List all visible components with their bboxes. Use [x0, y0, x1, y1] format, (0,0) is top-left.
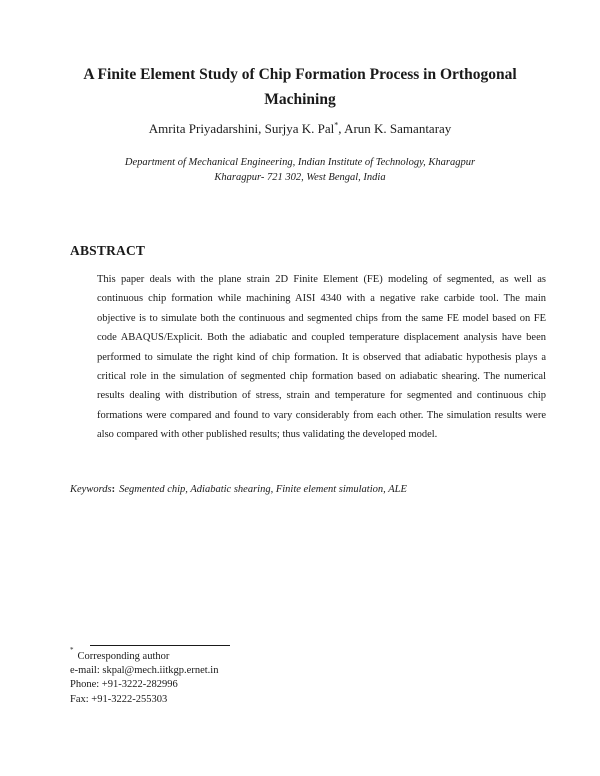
keywords-colon: : [111, 484, 116, 495]
corresponding-author-mark: * [334, 120, 339, 130]
keywords-line [70, 482, 550, 497]
affiliation [60, 155, 540, 185]
footnote-divider [90, 645, 230, 646]
author-1: Amrita Priyadarshini, [148, 121, 262, 136]
keywords-label: Keywords [70, 484, 112, 495]
author-list [60, 120, 540, 138]
affiliation-line-2: Kharagpur- 721 302, West Bengal, India [214, 172, 386, 183]
title-line-2: Machining [264, 91, 336, 108]
footnote-mark: * [70, 646, 74, 654]
author-3: , Arun K. Samantaray [338, 121, 452, 136]
footnote-email: e-mail: skpal@mech.iitkgp.ernet.in [70, 665, 219, 677]
affiliation-line-1: Department of Mechanical Engineering, Indian Institute of Technology, Kharagpur [124, 157, 476, 168]
footnote-corresponding [70, 646, 370, 664]
footnote-fax: Fax: +91-3222-255303 [70, 693, 168, 705]
footnote-corresponding-text: Corresponding author [77, 651, 170, 662]
paper-title [60, 62, 540, 112]
abstract-heading: ABSTRACT [70, 243, 146, 258]
author-2: Surjya K. Pal [264, 121, 335, 136]
footnote-block [70, 646, 370, 707]
footnote-phone: Phone: +91-3222-282996 [70, 679, 178, 691]
abstract-body: This paper deals with the plane strain 2D Finite Element (FE) modeling of segmented, as well as continuous chip formation while machining AISI 4340 with a negative rake carbide tool. The main objective is to simulate both the continuous and segmented chips from the same FE model based on FE code ABAQUS/Explicit. Both the adiabatic and coupled temperature displacement analysis have been performed to simulate the right kind of chip formation. It is observed that adiabatic hypothesis plays a critical role in the simulation of segmented chip formation based on adiabatic shearing. The numerical results dealing with distribution of stress, strain and temperature for segmented and continuous chip formations were compared and found to vary considerably from each other. The simulation results were also compared with other published results; thus validating the developed model. [97, 274, 546, 441]
keywords-text: Segmented chip, Adiabatic shearing, Finite element simulation, ALE [119, 484, 407, 495]
title-line-1: A Finite Element Study of Chip Formation Process in Orthogonal [83, 66, 517, 83]
